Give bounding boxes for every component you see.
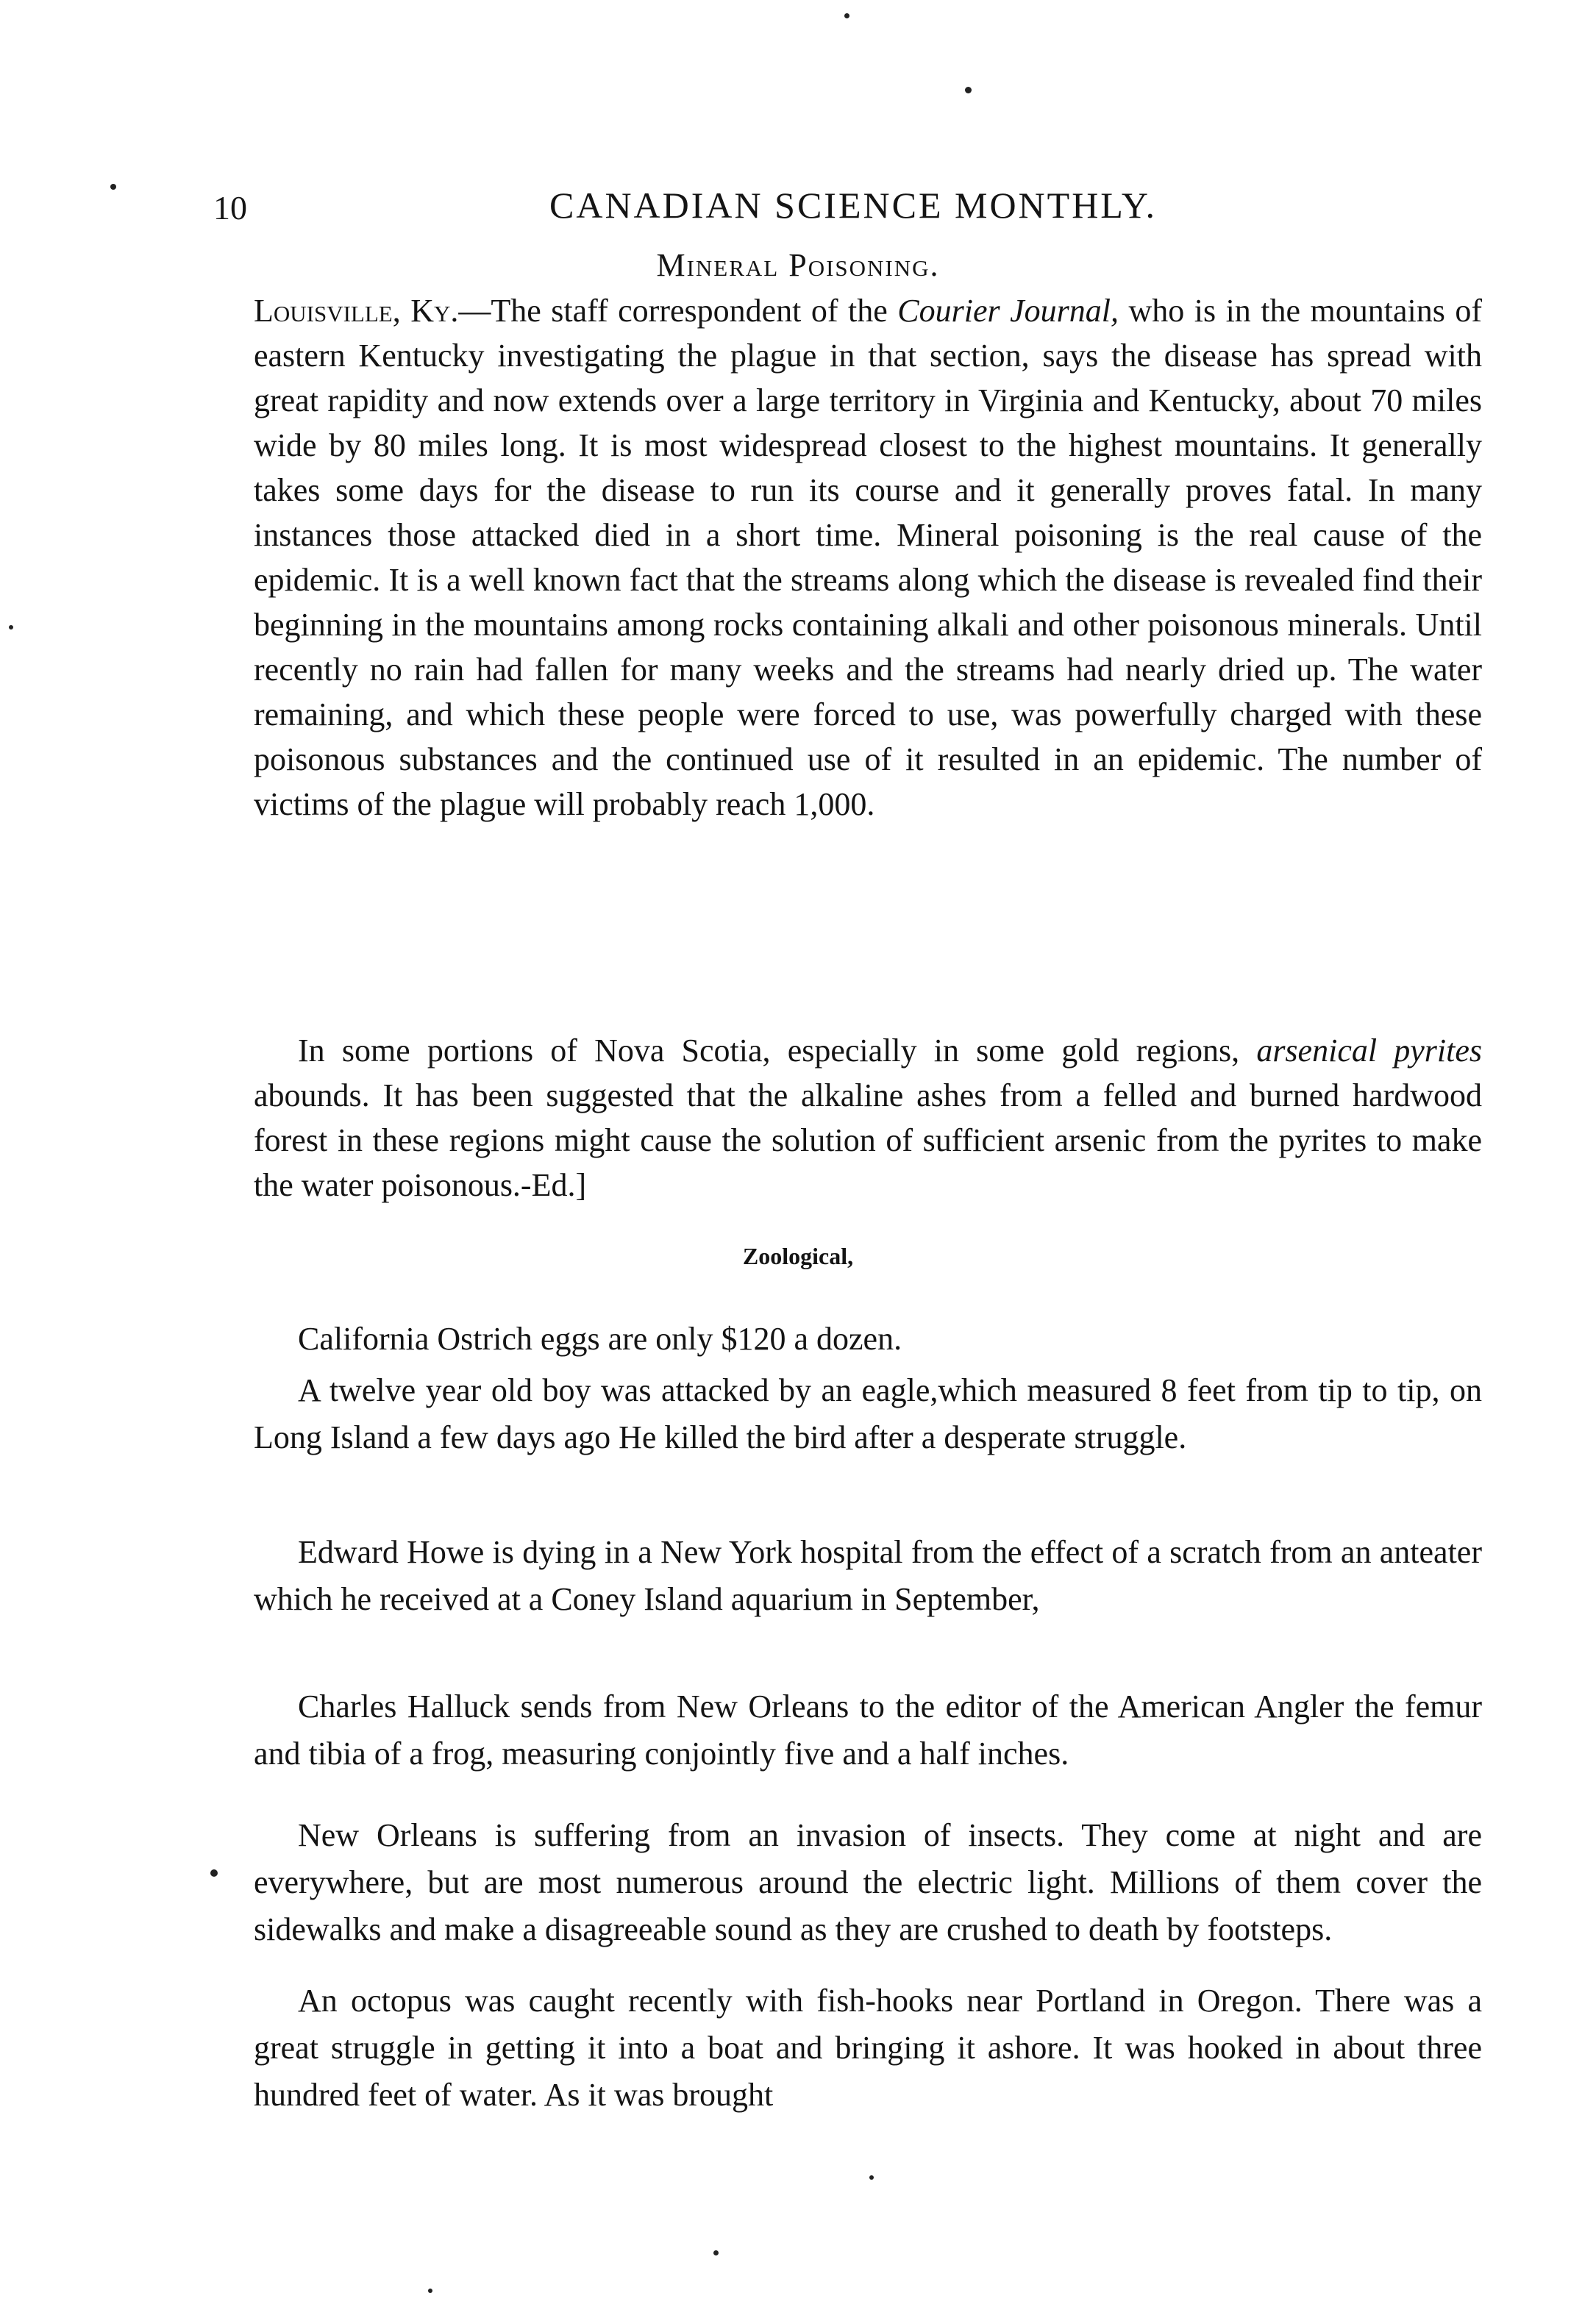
- dateline: Louisville, Ky.: [254, 293, 459, 329]
- page-number: 10: [213, 189, 247, 227]
- scan-speck: [965, 87, 972, 93]
- news-item-eagle: A twelve year old boy was attacked by an eagle,which measured 8 feet from tip to tip, on Long Island a few days ago He killed the bird after a desperate struggle.: [254, 1372, 1482, 1455]
- scan-speck: [713, 2250, 719, 2255]
- news-item-frog: Charles Halluck sends from New Orleans to the editor of the American Angler the femur and tibia of a frog, measuring conjointly five and a half inches.: [254, 1688, 1482, 1772]
- paragraph-text: who is in the mountains of eastern Kentucky investigating the plague in that section, says the disease has spread with great rapidity and now extends over a large territory in Virginia and Kentucky, about 70 miles wide by 80 miles long. It is most widespread closest to the highest mountains. It generally takes some days for the disease to run its course and it generally proves fatal. In many instances those attacked died in a short time. Mineral poisoning is the real cause of the epidemic. It is a well known fact that the streams along which the disease is revealed find their beginning in the mountains among rocks containing alkali and other poisonous minerals. Until recently no rain had fallen for many weeks and the streams had nearly dried up. The water remaining, and which these people were forced to use, was powerfully charged with these poisonous substances and the continued use of it resulted in an epidemic. The number of victims of the plague will probably reach 1,000.: [254, 293, 1482, 822]
- scan-speck: [428, 2289, 432, 2293]
- scan-speck: [210, 1869, 218, 1877]
- newspaper-name: Courier Journal,: [897, 293, 1119, 329]
- paragraph-nova-scotia: [254, 1028, 1482, 1208]
- scan-speck: [110, 184, 116, 190]
- paragraph-text: In some portions of Nova Scotia, especially in some gold regions,: [298, 1032, 1257, 1069]
- section-title-mineral-poisoning: Mineral Poisoning.: [656, 247, 940, 283]
- paragraph-text: —The staff correspondent of the: [458, 293, 898, 329]
- paragraph-louisville: [254, 288, 1482, 827]
- news-item-octopus: An octopus was caught recently with fish-hooks near Portland in Oregon. There was a great struggle in getting it into a boat and bringing it ashore. It was hooked in about three hundred feet of water. As it was brought: [254, 1983, 1482, 2113]
- scan-speck: [9, 625, 13, 630]
- scan-speck: [869, 2175, 874, 2180]
- page-header: [213, 184, 1493, 235]
- paragraph-text: abounds. It has been suggested that the alkaline ashes from a felled and burned hardwood forest in these regions might cause the solution of sufficient arsenic from the pyrites to make the water poisonous.-Ed.]: [254, 1077, 1482, 1203]
- mineral-term: arsenical pyrites: [1256, 1032, 1482, 1069]
- news-item-insects: New Orleans is suffering from an invasion of insects. They come at night and are everywhere, but are most numerous around the electric light. Millions of them cover the sidewalks and make a disagreeable sound as they are crushed to death by footsteps.: [254, 1817, 1482, 1947]
- news-item-anteater: Edward Howe is dying in a New York hospital from the effect of a scratch from an anteater which he received at a Coney Island aquarium in September,: [254, 1534, 1482, 1617]
- news-item-ostrich-eggs: California Ostrich eggs are only $120 a dozen.: [298, 1321, 902, 1357]
- scan-speck: [844, 13, 849, 18]
- section-title-zoological: Zoological,: [742, 1243, 854, 1269]
- running-head: CANADIAN SCIENCE MONTHLY.: [549, 185, 1158, 226]
